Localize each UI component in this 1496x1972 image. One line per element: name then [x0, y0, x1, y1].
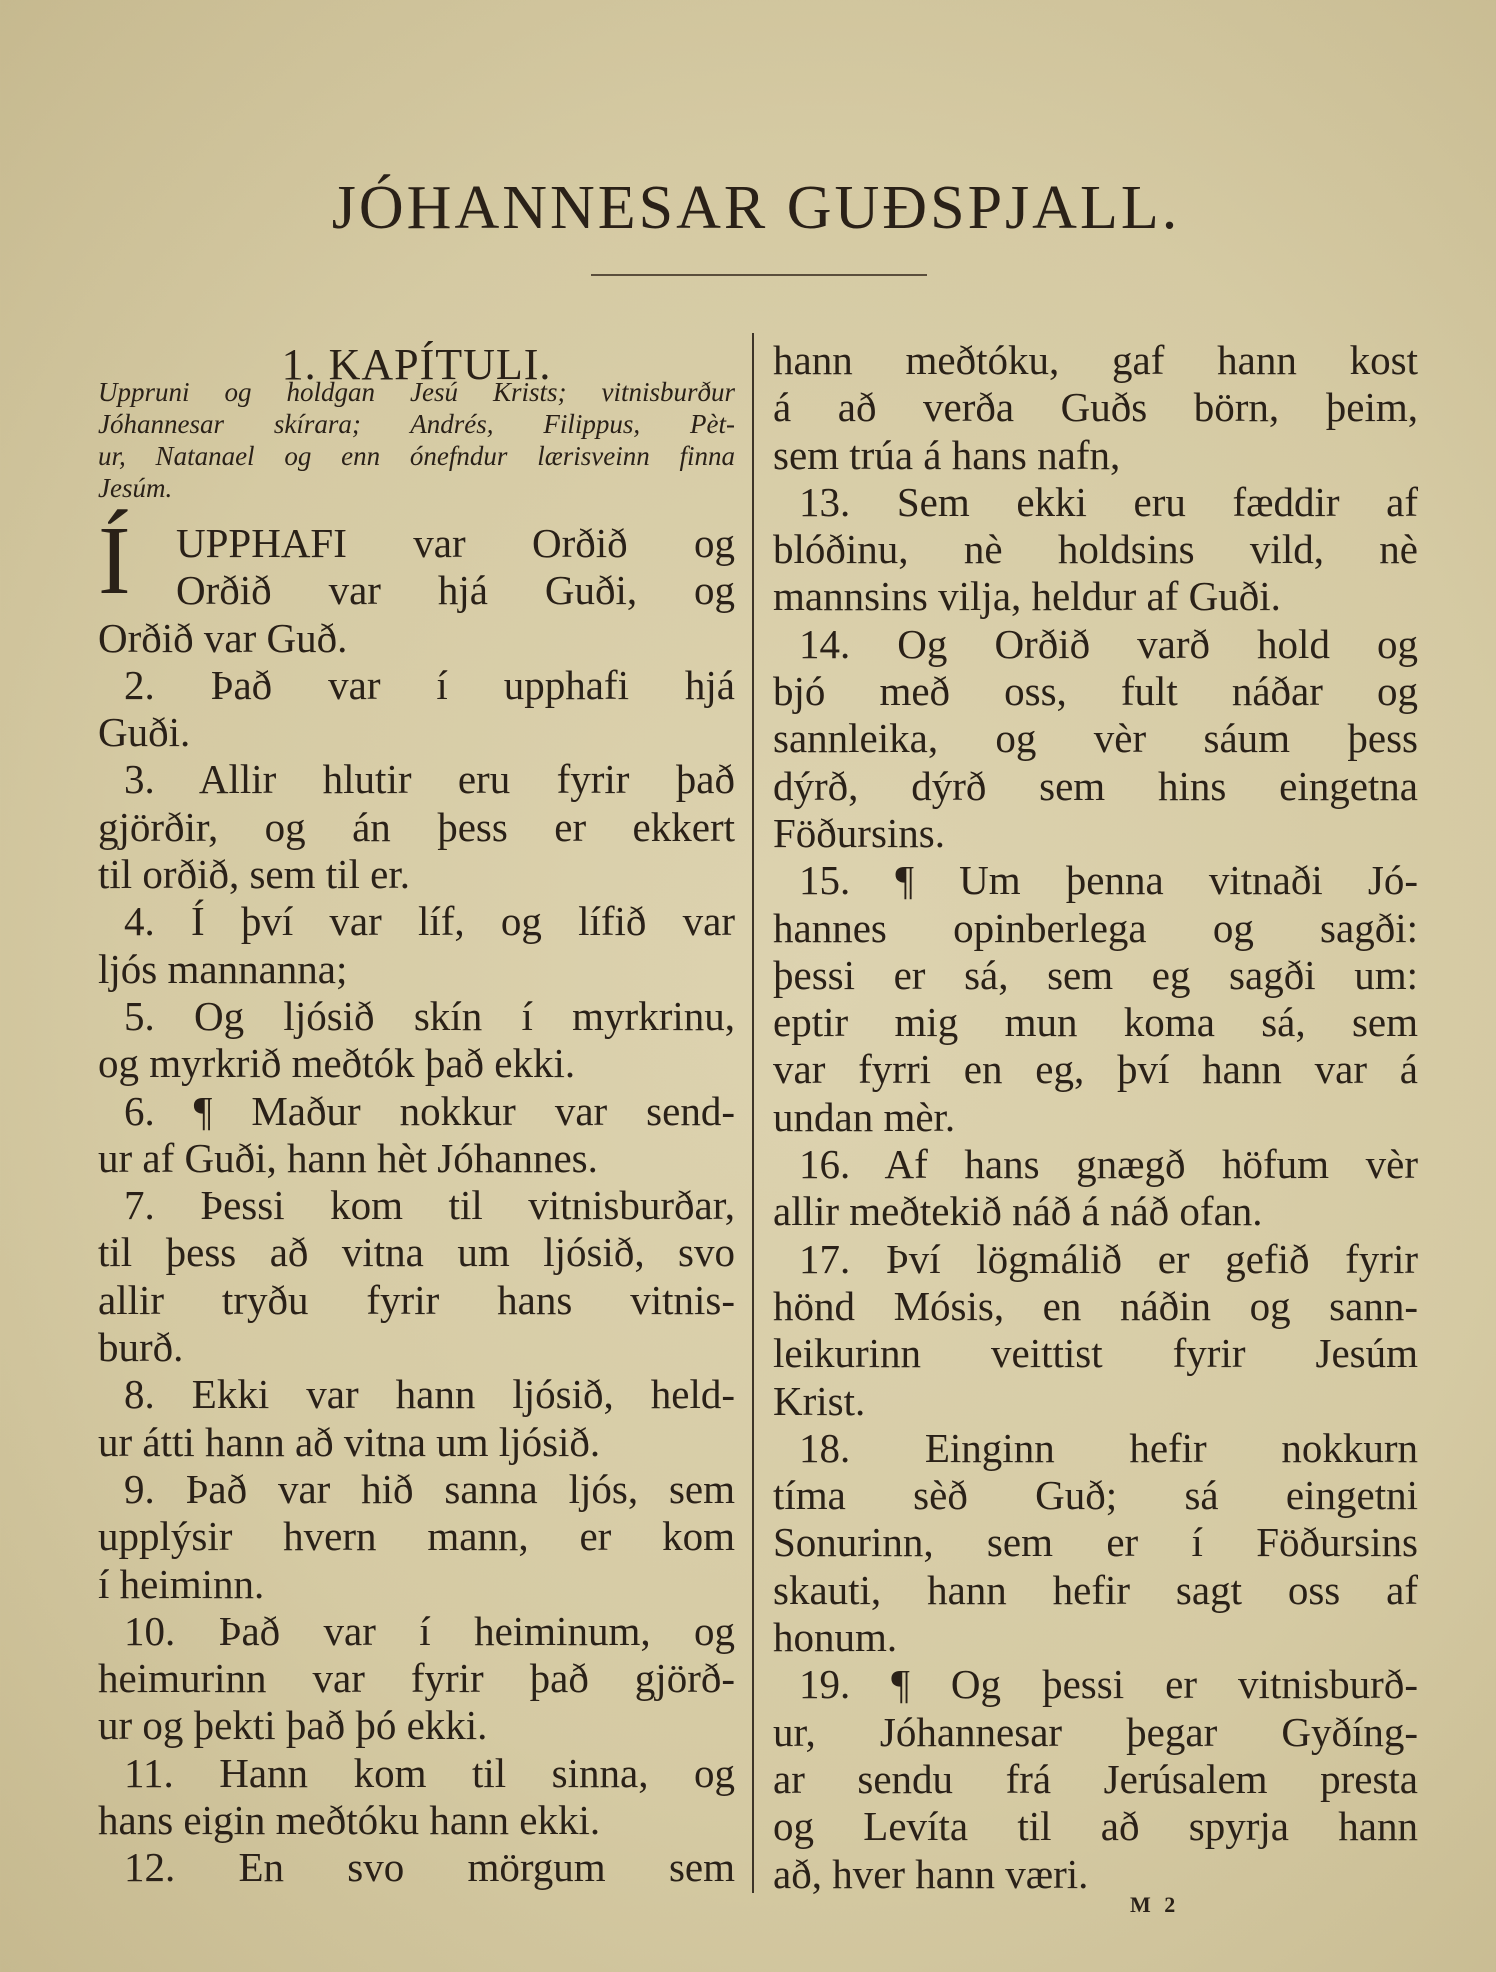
- text-line: bjó með oss, fult náðar og: [773, 668, 1418, 715]
- text-line: á að verða Guðs börn, þeim,: [773, 384, 1418, 431]
- text-line: ar sendu frá Jerúsalem presta: [773, 1755, 1418, 1802]
- text-line: allir tryðu fyrir hans vitnis-: [98, 1276, 735, 1323]
- text-line: ljós mannanna;: [98, 945, 348, 992]
- text-line: 9. Það var hið sanna ljós, sem: [124, 1465, 735, 1512]
- text-line: 7. Þessi kom til vitnisburðar,: [124, 1182, 735, 1229]
- text-line: hans eigin meðtóku hann ekki.: [98, 1797, 601, 1844]
- text-line: 8. Ekki var hann ljósið, held-: [124, 1371, 735, 1418]
- text-line: sannleika, og vèr sáum þess: [773, 715, 1418, 762]
- text-line: Uppruni og holdgan Jesú Krists; vitnisburður: [98, 377, 735, 407]
- text-line: Orðið var Guð.: [98, 614, 348, 661]
- text-line: í heiminn.: [98, 1560, 265, 1607]
- text-line: til orðið, sem til er.: [98, 851, 411, 898]
- text-line: hann meðtóku, gaf hann kost: [773, 337, 1418, 383]
- right-column: [773, 337, 1418, 1898]
- text-line: heimurinn var fyrir það gjörð-: [98, 1655, 735, 1702]
- text-line: Föðursins.: [773, 809, 946, 856]
- signature-mark: M 2: [1130, 1892, 1180, 1917]
- text-line: undan mèr.: [773, 1093, 956, 1140]
- text-line: 12. En svo mörgum sem: [124, 1844, 735, 1891]
- text-line: UPPHAFI var Orðið og: [176, 520, 735, 566]
- text-line: mannsins vilja, heldur af Guði.: [773, 573, 1281, 620]
- text-line: upplýsir hvern mann, er kom: [98, 1513, 735, 1560]
- text-line: 5. Og ljósið skín í myrkrinu,: [124, 992, 735, 1039]
- text-line: að, hver hann væri.: [773, 1850, 1089, 1897]
- text-line: tíma sèð Guð; sá eingetni: [773, 1472, 1418, 1519]
- text-line: ur átti hann að vitna um ljósið.: [98, 1418, 601, 1465]
- text-line: blóðinu, nè holdsins vild, nè: [773, 526, 1418, 573]
- text-line: gjörðir, og án þess er ekkert: [98, 803, 735, 850]
- text-line: eptir mig mun koma sá, sem: [773, 999, 1418, 1046]
- text-line: hannes opinberlega og sagði:: [773, 904, 1418, 951]
- text-line: og myrkrið meðtók það ekki.: [98, 1040, 576, 1087]
- text-line: 2. Það var í upphafi hjá: [124, 661, 735, 708]
- text-line: 16. Af hans gnægð höfum vèr: [799, 1141, 1418, 1188]
- text-line: honum.: [773, 1614, 898, 1661]
- text-line: Sonurinn, sem er í Föðursins: [773, 1519, 1418, 1566]
- text-line: sem trúa á hans nafn,: [773, 431, 1121, 478]
- text-line: þessi er sá, sem eg sagði um:: [773, 951, 1418, 998]
- text-line: 3. Allir hlutir eru fyrir það: [124, 756, 735, 803]
- text-line: ur, Natanael og enn ónefndur lærisveinn finna: [98, 441, 735, 471]
- chapter-heading: 1. KAPÍTULI.: [281, 340, 552, 389]
- text-line: var fyrri en eg, því hann var á: [773, 1046, 1418, 1093]
- page-title: JÓHANNESAR GUÐSPJALL.: [331, 174, 1181, 242]
- text-line: 11. Hann kom til sinna, og: [124, 1749, 735, 1796]
- chapter-summary: [98, 376, 735, 504]
- text-line: Orðið var hjá Guði, og: [176, 567, 735, 614]
- text-line: 18. Einginn hefir nokkurn: [799, 1424, 1418, 1471]
- text-line: 4. Í því var líf, og lífið var: [124, 898, 735, 945]
- text-line: til þess að vitna um ljósið, svo: [98, 1229, 735, 1276]
- title-rule: [591, 274, 927, 276]
- text-line: 19. ¶ Og þessi er vitnisburð-: [799, 1661, 1418, 1708]
- text-line: 13. Sem ekki eru fæddir af: [799, 478, 1418, 525]
- text-line: Guði.: [98, 709, 191, 756]
- text-line: ur, Jóhannesar þegar Gyðíng-: [773, 1708, 1418, 1755]
- drop-cap: Í: [98, 507, 131, 615]
- text-line: Jesúm.: [98, 473, 173, 503]
- text-line: leikurinn veittist fyrir Jesúm: [773, 1330, 1418, 1377]
- text-line: ur af Guði, hann hèt Jóhannes.: [98, 1134, 598, 1181]
- text-line: hönd Mósis, en náðin og sann-: [773, 1282, 1418, 1329]
- text-line: burð.: [98, 1324, 184, 1371]
- text-line: Jóhannesar skírara; Andrés, Filippus, Pèt-: [98, 409, 735, 439]
- text-line: 15. ¶ Um þenna vitnaði Jó-: [799, 857, 1418, 904]
- text-line: skauti, hann hefir sagt oss af: [773, 1566, 1418, 1613]
- text-line: allir meðtekið náð á náð ofan.: [773, 1188, 1263, 1235]
- text-line: 17. Því lögmálið er gefið fyrir: [799, 1235, 1418, 1282]
- text-line: 14. Og Orðið varð hold og: [799, 620, 1418, 667]
- text-line: 10. Það var í heiminum, og: [124, 1607, 735, 1654]
- text-line: Krist.: [773, 1377, 866, 1424]
- text-line: og Levíta til að spyrja hann: [773, 1803, 1418, 1850]
- left-column: [98, 520, 735, 1892]
- column-divider: [752, 333, 754, 1893]
- text-line: 6. ¶ Maður nokkur var send-: [124, 1087, 735, 1134]
- text-line: ur og þekti það þó ekki.: [98, 1702, 488, 1749]
- text-line: dýrð, dýrð sem hins eingetna: [773, 762, 1418, 809]
